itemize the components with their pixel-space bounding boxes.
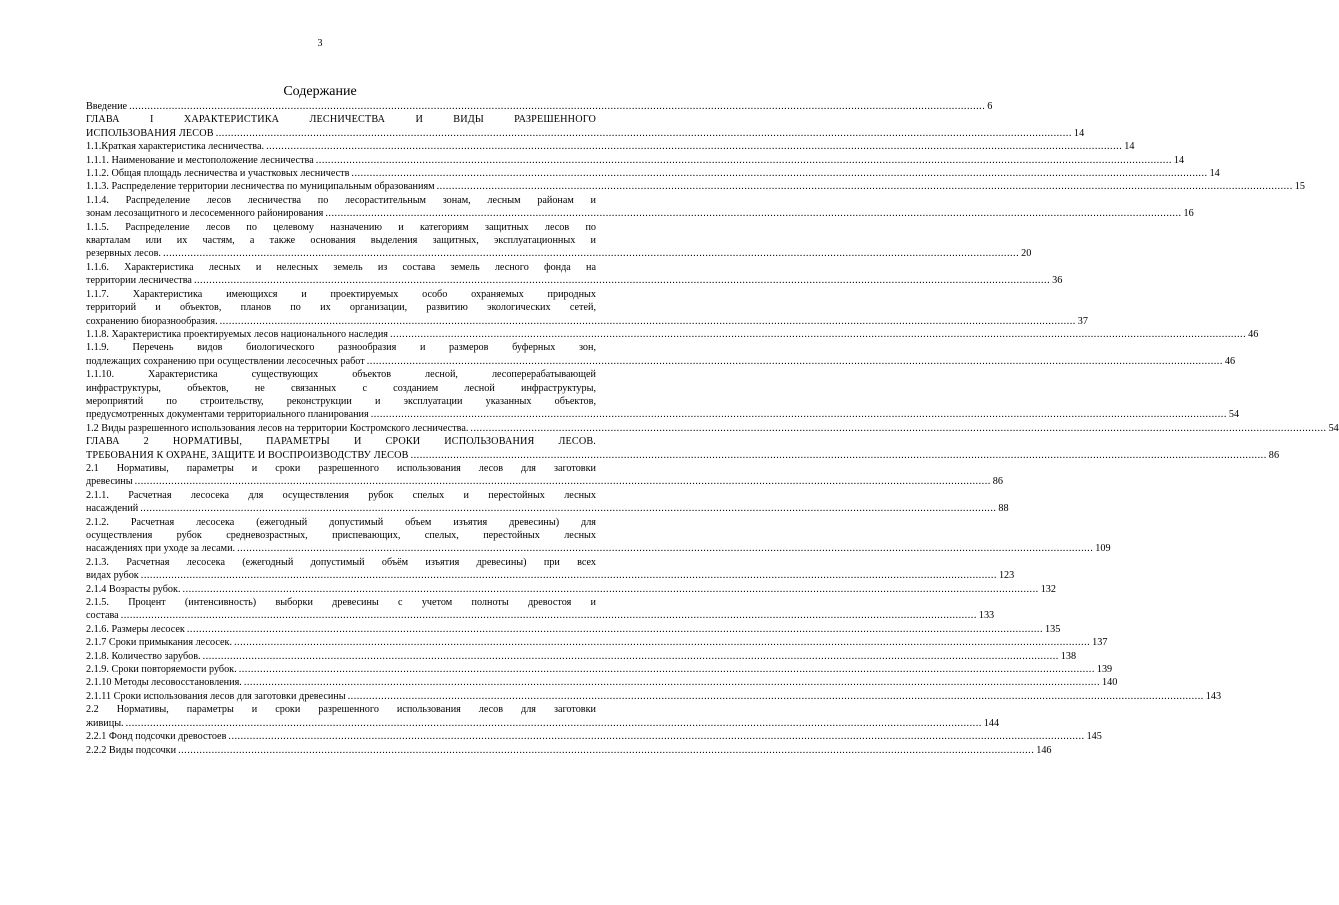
dot-leader <box>316 154 1172 167</box>
toc-entry-title: видах рубок <box>86 570 139 582</box>
dot-leader <box>266 140 1122 153</box>
toc-entry-line: 1.1.6. Характеристика лесных и нелесных земель из состава земель лесного фонда на <box>86 261 596 273</box>
toc-entry-page: 14 <box>1073 127 1085 139</box>
toc-entry[interactable] <box>86 676 1118 689</box>
dot-leader <box>141 569 997 582</box>
toc-entry-page: 132 <box>1040 583 1056 595</box>
dot-leader <box>183 583 1039 596</box>
toc-entry-title: насаждениях при уходе за лесами. <box>86 543 236 555</box>
toc-entry-line: 1.1.4. Распределение лесов лесничества по лесорастительным зонам, лесным районам и <box>86 194 596 206</box>
toc-entry-page: 46 <box>1224 355 1236 367</box>
dot-leader <box>244 676 1100 689</box>
toc-entry-page: 15 <box>1294 181 1305 193</box>
toc-entry-line: мероприятий по строительству, реконструкции и эксплуатации указанных объектов, <box>86 395 596 407</box>
toc-entry-title: территории лесничества <box>86 275 192 287</box>
dot-leader <box>187 623 1043 636</box>
toc-entry-line: 1.1.10. Характеристика существующих объектов лесной, лесоперерабатывающей <box>86 369 596 381</box>
toc-entry[interactable] <box>86 435 1280 462</box>
dot-leader <box>351 167 1207 180</box>
toc-entry-title: 1.1.1. Наименование и местоположение лесничества <box>86 154 314 166</box>
dot-leader <box>348 690 1204 703</box>
dot-leader <box>325 207 1181 220</box>
toc-entry-title: 2.1.8. Количество зарубов. <box>86 650 201 662</box>
dot-leader <box>203 650 1059 663</box>
toc-entry[interactable] <box>86 100 993 113</box>
toc-entry-title: 2.2.1 Фонд подсочки древостоев <box>86 731 227 743</box>
toc-entry-page: 143 <box>1205 690 1222 702</box>
dot-leader <box>216 127 1072 140</box>
toc-entry-page: 20 <box>1021 248 1032 260</box>
toc-entry-line: 2.1.2. Расчетная лесосека (ежегодный допустимый объем изъятия древесины) для <box>86 516 596 528</box>
toc-entry[interactable] <box>86 368 1240 422</box>
toc-entry-title: 1.1.Краткая характеристика лесничества. <box>86 141 265 153</box>
toc-entry[interactable] <box>86 167 1220 180</box>
toc-title: Содержание <box>283 84 357 99</box>
toc-entry-title: живицы. <box>86 717 124 729</box>
toc-entry-title: 1.1.3. Распределение территории лесничества по муниципальным образованиям <box>86 181 435 193</box>
toc-entry[interactable] <box>86 730 1102 743</box>
dot-leader <box>367 355 1223 368</box>
toc-entry-line: осуществления рубок средневозрастных, приспевающих, спелых, перестойных лесных <box>86 530 596 541</box>
toc-entry[interactable] <box>86 328 1259 341</box>
toc-entry-page: 16 <box>1183 208 1194 220</box>
toc-entry-title: Введение <box>86 101 128 112</box>
toc-entry[interactable] <box>86 663 1113 676</box>
toc-entry-line: 2.2 Нормативы, параметры и сроки разрешенного использования лесов для заготовки <box>86 704 596 716</box>
toc-entry[interactable] <box>86 462 1003 489</box>
toc-entry[interactable] <box>86 422 1339 435</box>
toc-entry-page: 86 <box>1268 449 1280 461</box>
toc-entry[interactable] <box>86 489 1009 516</box>
toc-entry[interactable] <box>86 140 1135 153</box>
dot-leader <box>390 328 1246 341</box>
toc-entry-title: 2.1.11 Сроки использования лесов для заготовки древесины <box>86 690 346 702</box>
toc-entry-page: 36 <box>1052 275 1063 287</box>
table-of-contents <box>86 100 1339 757</box>
toc-entry-title: состава <box>86 610 119 622</box>
toc-entry-title: насаждений <box>86 503 139 515</box>
toc-entry-title: 2.1.10 Методы лесовосстановления. <box>86 677 242 689</box>
toc-entry-page: 37 <box>1077 315 1088 327</box>
toc-entry-title: древесины <box>86 476 133 488</box>
toc-entry[interactable] <box>86 703 1000 730</box>
toc-entry-page: 6 <box>987 101 993 112</box>
toc-entry[interactable] <box>86 221 1032 261</box>
toc-entry[interactable] <box>86 288 1088 328</box>
page-number: 3 <box>317 38 323 49</box>
toc-entry-page: 109 <box>1095 543 1111 555</box>
dot-leader <box>470 422 1326 435</box>
dot-leader <box>129 100 985 113</box>
dot-leader <box>234 636 1090 649</box>
toc-entry[interactable] <box>86 556 1015 583</box>
dot-leader <box>178 744 1034 757</box>
toc-entry-page: 145 <box>1086 731 1102 743</box>
toc-entry-title: 1.1.2. Общая площадь лесничества и участковых лесничеств <box>86 168 350 180</box>
toc-entry-line: 2.1.1. Расчетная лесосека для осуществления рубок спелых и перестойных лесных <box>86 489 596 501</box>
toc-entry[interactable] <box>86 180 1305 193</box>
toc-entry-page: 138 <box>1060 650 1077 662</box>
toc-entry-title: 1.1.8. Характеристика проектируемых лесов национального наследия <box>86 328 388 340</box>
toc-entry-page: 139 <box>1096 664 1113 676</box>
toc-entry-line: 2.1 Нормативы, параметры и сроки разрешенного использования лесов для заготовки <box>86 462 596 474</box>
toc-entry-line: 1.1.9. Перечень видов биологического разнообразия и размеров буферных зон, <box>86 342 596 354</box>
toc-entry[interactable] <box>86 650 1077 663</box>
toc-entry[interactable] <box>86 690 1222 703</box>
toc-entry-page: 88 <box>998 503 1009 515</box>
toc-entry-title: 1.2 Виды разрешенного использования лесов на территории Костромского лесничества. <box>86 422 469 434</box>
dot-leader <box>220 315 1076 328</box>
toc-entry[interactable] <box>86 194 1194 221</box>
dot-leader <box>163 247 1019 260</box>
toc-entry-title: резервных лесов. <box>86 248 161 260</box>
toc-entry-line: 1.1.7. Характеристика имеющихся и проектируемых особо охраняемых природных <box>86 288 596 300</box>
toc-entry-page: 144 <box>983 717 1000 729</box>
toc-entry-page: 54 <box>1228 409 1240 421</box>
toc-entry-page: 133 <box>978 610 995 622</box>
toc-entry[interactable] <box>86 744 1052 757</box>
toc-entry-page: 140 <box>1102 677 1118 689</box>
toc-entry[interactable] <box>86 341 1236 368</box>
toc-entry-line: 1.1.5. Распределение лесов по целевому назначению и категориям защитных лесов по <box>86 221 596 233</box>
toc-entry-page: 123 <box>998 570 1015 582</box>
toc-entry-title: подлежащих сохранению при осуществлении лесосечных работ <box>86 355 365 367</box>
toc-entry-title: 2.1.9. Сроки повторяемости рубок. <box>86 664 237 676</box>
toc-entry-page: 146 <box>1036 744 1052 756</box>
dot-leader <box>411 449 1267 462</box>
toc-entry-line: 2.1.3. Расчетная лесосека (ежегодный допустимый объём изъятия древесины) при всех <box>86 556 596 568</box>
toc-entry-page: 54 <box>1328 422 1339 434</box>
dot-leader <box>194 274 1050 287</box>
toc-entry-title: зонам лесозащитного и лесосеменного районирования <box>86 208 324 220</box>
dot-leader <box>135 475 991 488</box>
toc-entry[interactable] <box>86 623 1061 636</box>
dot-leader <box>437 180 1293 193</box>
toc-entry-title: ИСПОЛЬЗОВАНИЯ ЛЕСОВ <box>86 127 214 139</box>
toc-entry-page: 86 <box>992 476 1003 488</box>
toc-entry-line: инфраструктуры, объектов, не связанных с созданием лесной инфраструктуры, <box>86 382 596 394</box>
toc-entry-title: 2.1.7 Сроки примыкания лесосек. <box>86 637 232 649</box>
toc-entry-title: 2.2.2 Виды подсочки <box>86 744 177 756</box>
toc-entry-title: сохранению биоразнообразия. <box>86 315 218 327</box>
toc-entry-line: ГЛАВА I ХАРАКТЕРИСТИКА ЛЕСНИЧЕСТВА И ВИДЫ РАЗРЕШЕННОГО <box>86 114 596 126</box>
toc-entry-title: 2.1.6. Размеры лесосек <box>86 623 185 635</box>
toc-entry-page: 137 <box>1092 637 1108 649</box>
toc-entry-line: ГЛАВА 2 НОРМАТИВЫ, ПАРАМЕТРЫ И СРОКИ ИСПОЛЬЗОВАНИЯ ЛЕСОВ. <box>86 436 596 448</box>
dot-leader <box>140 502 996 515</box>
toc-entry[interactable] <box>86 154 1185 167</box>
toc-entry-title: ТРЕБОВАНИЯ К ОХРАНЕ, ЗАЩИТЕ И ВОСПРОИЗВОДСТВУ ЛЕСОВ <box>86 449 409 461</box>
dot-leader <box>237 542 1093 555</box>
dot-leader <box>126 717 982 730</box>
dot-leader <box>228 730 1084 743</box>
toc-entry[interactable] <box>86 516 1111 556</box>
toc-entry-page: 46 <box>1248 328 1259 340</box>
toc-entry-title: предусмотренных документами территориального планирования <box>86 409 369 421</box>
toc-entry-line: 2.1.5. Процент (интенсивность) выборки древесины с учетом полноты древостоя и <box>86 597 596 609</box>
dot-leader <box>371 408 1227 421</box>
toc-entry[interactable] <box>86 583 1056 596</box>
dot-leader <box>239 663 1095 676</box>
toc-entry-title: 2.1.4 Возрасты рубок. <box>86 583 181 595</box>
toc-entry[interactable] <box>86 636 1108 649</box>
toc-entry-page: 14 <box>1209 168 1220 180</box>
toc-entry[interactable] <box>86 261 1063 288</box>
toc-entry-page: 135 <box>1045 623 1061 635</box>
dot-leader <box>121 609 977 622</box>
toc-entry-page: 14 <box>1173 154 1185 166</box>
toc-entry-page: 14 <box>1124 141 1135 153</box>
toc-entry[interactable] <box>86 596 995 623</box>
toc-entry-line: кварталам или их частям, а также основания выделения защитных, эксплуатационных и <box>86 235 596 247</box>
toc-entry-line: территорий и объектов, планов по их организации, развитию экологических сетей, <box>86 302 596 314</box>
toc-entry[interactable] <box>86 113 1085 140</box>
